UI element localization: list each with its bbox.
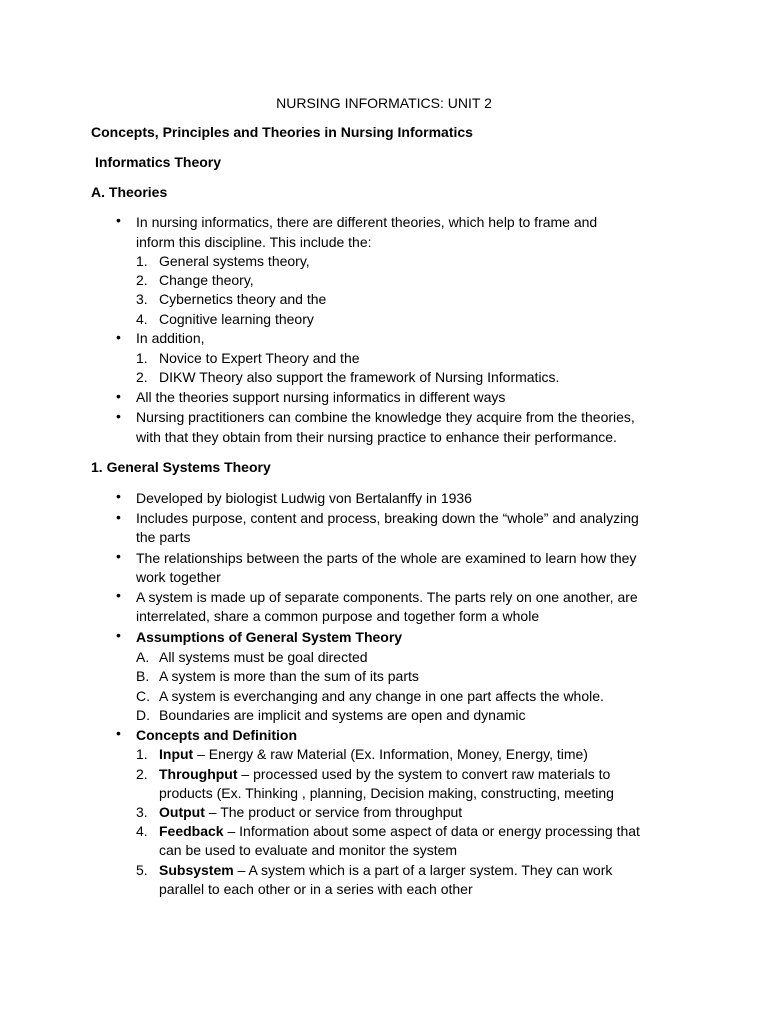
- concept-term: Subsystem: [159, 862, 234, 878]
- list-item: A system is everchanging and any change in one part affects the whole.: [159, 688, 604, 704]
- concept-feedback: [159, 822, 640, 840]
- list-number: 3.: [136, 291, 148, 307]
- assumptions-heading: Assumptions of General System Theory: [136, 629, 403, 645]
- list-number: 5.: [136, 862, 148, 878]
- gst-bullet-2-line-2: the parts: [136, 529, 191, 545]
- gst-bullet-4-line-1: A system is made up of separate components. The parts rely on one another, are: [136, 589, 638, 605]
- concept-term: Output: [159, 804, 205, 820]
- list-item: General systems theory,: [159, 253, 310, 269]
- concept-definition: – The product or service from throughput: [204, 804, 463, 820]
- list-number: 2.: [136, 369, 148, 385]
- page-title: NURSING INFORMATICS: UNIT 2: [276, 95, 492, 111]
- list-number: 3.: [136, 804, 148, 820]
- bullet-icon: •: [116, 329, 121, 345]
- bullet-icon: •: [116, 587, 121, 603]
- bullet-icon: •: [116, 388, 121, 404]
- concept-definition: – Energy & raw Material (Ex. Information, Money, Energy, time): [193, 746, 588, 762]
- bullet-icon: •: [116, 725, 121, 741]
- concept-subsystem-continued: parallel to each other or in a series with each other: [159, 881, 473, 897]
- concept-term: Feedback: [159, 823, 224, 839]
- list-number: 1.: [136, 350, 148, 366]
- a-bullet-1-line-2: inform this discipline. This include the:: [136, 234, 372, 250]
- concept-term: Throughput: [159, 766, 238, 782]
- bullet-icon: •: [116, 488, 121, 504]
- bullet-icon: •: [116, 509, 121, 525]
- gst-bullet-4-line-2: interrelated, share a common purpose and together form a whole: [136, 608, 540, 624]
- list-number: 4.: [136, 311, 148, 327]
- section-a-heading: A. Theories: [91, 184, 168, 200]
- concepts-heading: Concepts and Definition: [136, 727, 297, 743]
- concept-subsystem: [159, 861, 612, 879]
- gst-bullet-3-line-1: The relationships between the parts of the whole are examined to learn how they: [136, 550, 637, 566]
- concept-definition: – A system which is a part of a larger system. They can work: [233, 862, 613, 878]
- list-letter: C.: [136, 688, 150, 704]
- list-item: Novice to Expert Theory and the: [159, 350, 360, 366]
- concept-output: [159, 803, 462, 821]
- a-bullet-1-line-1: In nursing informatics, there are different theories, which help to frame and: [136, 214, 598, 230]
- list-number: 2.: [136, 766, 148, 782]
- bullet-icon: •: [116, 408, 121, 424]
- list-item: Boundaries are implicit and systems are open and dynamic: [159, 707, 526, 723]
- list-letter: B.: [136, 668, 150, 684]
- concept-input: [159, 745, 588, 763]
- gst-bullet-3-line-2: work together: [136, 569, 221, 585]
- bullet-icon: •: [116, 212, 121, 228]
- document-subtitle: Concepts, Principles and Theories in Nursing Informatics: [91, 124, 473, 140]
- list-item: Change theory,: [159, 272, 254, 288]
- section-1-heading: 1. General Systems Theory: [91, 459, 271, 475]
- list-letter: D.: [136, 707, 150, 723]
- gst-bullet-1: Developed by biologist Ludwig von Bertalanffy in 1936: [136, 490, 472, 506]
- list-item: All systems must be goal directed: [159, 649, 368, 665]
- bullet-icon: •: [116, 627, 121, 643]
- list-number: 1.: [136, 746, 148, 762]
- list-number: 2.: [136, 272, 148, 288]
- concept-throughput: [159, 765, 610, 783]
- informatics-theory-heading: Informatics Theory: [95, 154, 222, 170]
- list-letter: A.: [136, 649, 150, 665]
- concept-throughput-continued: products (Ex. Thinking , planning, Decision making, constructing, meeting: [159, 785, 614, 801]
- a-bullet-2: In addition,: [136, 330, 205, 346]
- list-number: 4.: [136, 823, 148, 839]
- concept-term: Input: [159, 746, 194, 762]
- concept-feedback-continued: can be used to evaluate and monitor the system: [159, 842, 458, 858]
- a-bullet-4-line-2: with that they obtain from their nursing practice to enhance their performance.: [136, 429, 617, 445]
- list-item: Cybernetics theory and the: [159, 291, 327, 307]
- list-item: DIKW Theory also support the framework of Nursing Informatics.: [159, 369, 560, 385]
- list-item: A system is more than the sum of its parts: [159, 668, 419, 684]
- list-item: Cognitive learning theory: [159, 311, 314, 327]
- bullet-icon: •: [116, 548, 121, 564]
- concept-definition: – processed used by the system to convert raw materials to: [237, 766, 611, 782]
- concept-definition: – Information about some aspect of data or energy processing that: [223, 823, 640, 839]
- a-bullet-3: All the theories support nursing informatics in different ways: [136, 389, 506, 405]
- a-bullet-4-line-1: Nursing practitioners can combine the knowledge they acquire from the theories,: [136, 409, 635, 425]
- gst-bullet-2-line-1: Includes purpose, content and process, breaking down the “whole” and analyzing: [136, 510, 639, 526]
- list-number: 1.: [136, 253, 148, 269]
